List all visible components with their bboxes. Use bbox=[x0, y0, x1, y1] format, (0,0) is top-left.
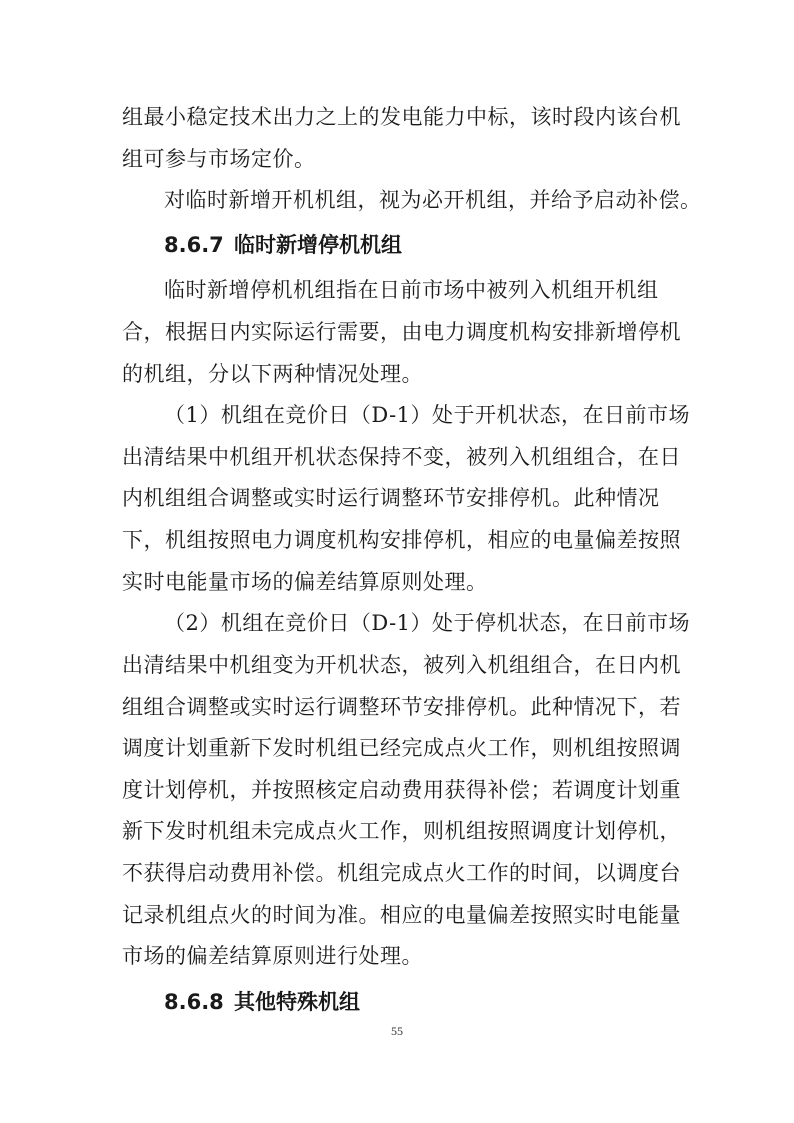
paragraph-line bbox=[0, 270, 794, 310]
paragraph-line bbox=[0, 728, 794, 768]
paragraph-line bbox=[0, 354, 794, 394]
paragraph-line bbox=[0, 97, 794, 137]
text-line: 不获得启动费用补偿。机组完成点火工作的时间，以调度台 bbox=[122, 861, 681, 885]
text-line: 新下发时机组未完成点火工作，则机组按照调度计划停机， bbox=[122, 819, 681, 843]
text-line: 临时新增停机机组指在日前市场中被列入机组开机组 bbox=[164, 278, 659, 302]
text-line: 出清结果中机组开机状态保持不变，被列入机组组合，在日 bbox=[122, 445, 681, 469]
section-title: 其他特殊机组 bbox=[234, 990, 360, 1014]
page-number: 55 bbox=[391, 1024, 403, 1038]
text-line: 内机组组合调整或实时运行调整环节安排停机。此种情况 bbox=[122, 486, 660, 510]
paragraph-line bbox=[0, 395, 794, 435]
section-number: 8.6.7 bbox=[164, 233, 224, 257]
text-line: 实时电能量市场的偏差结算原则处理。 bbox=[122, 570, 488, 594]
text-line: 下，机组按照电力调度机构安排停机，相应的电量偏差按照 bbox=[122, 528, 681, 552]
text-line: 组组合调整或实时运行调整环节安排停机。此种情况下，若 bbox=[122, 695, 681, 719]
paragraph-line bbox=[0, 478, 794, 518]
section-heading-8-6-8 bbox=[0, 982, 794, 1022]
paragraph-line bbox=[0, 180, 794, 220]
paragraph-line bbox=[0, 520, 794, 560]
section-number: 8.6.8 bbox=[164, 990, 224, 1014]
paragraph-line bbox=[0, 139, 794, 179]
section-heading-8-6-7 bbox=[0, 225, 794, 265]
text-line: 的机组，分以下两种情况处理。 bbox=[122, 362, 423, 386]
text-line: 调度计划重新下发时机组已经完成点火工作，则机组按照调 bbox=[122, 736, 681, 760]
paragraph-line bbox=[0, 687, 794, 727]
text-line: （2）机组在竞价日（D-1）处于停机状态，在日前市场 bbox=[164, 611, 691, 635]
paragraph-line bbox=[0, 437, 794, 477]
section-title: 临时新增停机机组 bbox=[234, 233, 402, 257]
text-line: 出清结果中机组变为开机状态，被列入机组组合，在日内机 bbox=[122, 653, 681, 677]
paragraph-line bbox=[0, 645, 794, 685]
text-line: 组可参与市场定价。 bbox=[122, 147, 316, 171]
text-line: 组最小稳定技术出力之上的发电能力中标，该时段内该台机 bbox=[122, 105, 681, 129]
text-line: 合，根据日内实际运行需要，由电力调度机构安排新增停机 bbox=[122, 320, 681, 344]
text-line: 度计划停机，并按照核定启动费用获得补偿；若调度计划重 bbox=[122, 778, 681, 802]
paragraph-line bbox=[0, 853, 794, 893]
paragraph-line bbox=[0, 603, 794, 643]
paragraph-line bbox=[0, 811, 794, 851]
text-line: 记录机组点火的时间为准。相应的电量偏差按照实时电能量 bbox=[122, 903, 681, 927]
text-line: 对临时新增开机机组，视为必开机组，并给予启动补偿。 bbox=[164, 188, 702, 212]
paragraph-line bbox=[0, 770, 794, 810]
paragraph-line bbox=[0, 312, 794, 352]
paragraph-line bbox=[0, 562, 794, 602]
paragraph-line bbox=[0, 936, 794, 976]
text-line: （1）机组在竞价日（D-1）处于开机状态，在日前市场 bbox=[164, 403, 691, 427]
text-line: 市场的偏差结算原则进行处理。 bbox=[122, 944, 423, 968]
paragraph-line bbox=[0, 895, 794, 935]
